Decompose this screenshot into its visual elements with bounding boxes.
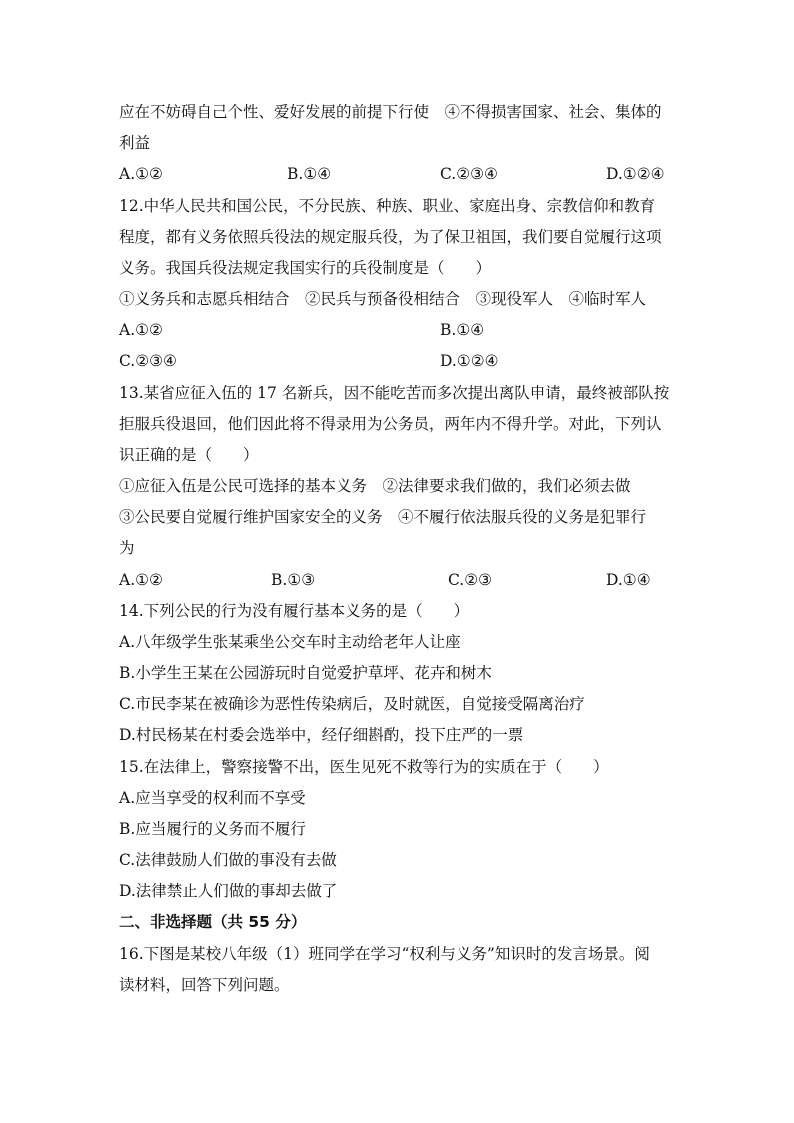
q12-option-c: C.②③④ <box>119 352 177 370</box>
q14-option-d: D.村民杨某在村委会选举中，经仔细斟酌，投下庄严的一票 <box>119 726 524 744</box>
q15-option-a: A.应当享受的权利而不享受 <box>119 789 306 807</box>
q11-option-c: C.②③④ <box>440 165 498 183</box>
q11-option-a: A.①② <box>119 165 163 183</box>
q11-line-2: 利益 <box>119 134 151 152</box>
q13-statements-line-1: ①应征入伍是公民可选择的基本义务 ②法律要求我们做的，我们必须去做 <box>119 477 631 495</box>
q12-stem-line-1: 12.中华人民共和国公民，不分民族、种族、职业、家庭出身、宗教信仰和教育 <box>119 197 656 215</box>
q13-statements-line-3: 为 <box>119 539 135 557</box>
q14-option-b: B.小学生王某在公园游玩时自觉爱护草坪、花卉和树木 <box>119 664 492 682</box>
q14-stem: 14.下列公民的行为没有履行基本义务的是（ ） <box>119 602 470 620</box>
q11-option-b: B.①④ <box>287 165 332 183</box>
q12-stem-line-3: 义务。我国兵役法规定我国实行的兵役制度是（ ） <box>119 259 492 277</box>
q13-option-c: C.②③ <box>448 571 493 589</box>
q11-option-d: D.①②④ <box>606 165 665 183</box>
q13-option-a: A.①② <box>119 571 163 589</box>
q16-stem-line-1: 16.下图是某校八年级（1）班同学在学习“权利与义务”知识时的发言场景。阅 <box>119 945 650 963</box>
q15-option-b: B.应当履行的义务而不履行 <box>119 820 306 838</box>
q13-stem-line-1: 13.某省应征入伍的 17 名新兵，因不能吃苦而多次提出离队申请，最终被部队按 <box>119 384 670 402</box>
q13-statements-line-2: ③公民要自觉履行维护国家安全的义务 ④不履行依法服兵役的义务是犯罪行 <box>119 508 647 526</box>
q11-line-1: 应在不妨碍自己个性、爱好发展的前提下行使 ④不得损害国家、社会、集体的 <box>119 103 662 121</box>
q12-stem-line-2: 程度，都有义务依照兵役法的规定服兵役，为了保卫祖国，我们要自觉履行这项 <box>119 228 662 246</box>
q14-option-c: C.市民李某在被确诊为恶性传染病后，及时就医，自觉接受隔离治疗 <box>119 695 585 713</box>
q15-option-c: C.法律鼓励人们做的事没有去做 <box>119 851 337 869</box>
q15-stem: 15.在法律上，警察接警不出，医生见死不救等行为的实质在于（ ） <box>119 758 609 776</box>
q12-option-d: D.①②④ <box>440 352 499 370</box>
section-heading-non-choice: 二、非选择题（共 55 分） <box>119 913 307 931</box>
q13-option-b: B.①③ <box>271 571 316 589</box>
q14-option-a: A.八年级学生张某乘坐公交车时主动给老年人让座 <box>119 633 461 651</box>
q12-option-a: A.①② <box>119 321 163 339</box>
q16-stem-line-2: 读材料，回答下列问题。 <box>119 976 290 994</box>
q13-stem-line-2: 拒服兵役退回，他们因此将不得录用为公务员，两年内不得升学。对此，下列认 <box>119 415 662 433</box>
q12-statements: ①义务兵和志愿兵相结合 ②民兵与预备役相结合 ③现役军人 ④临时军人 <box>119 290 647 308</box>
q13-stem-line-3: 识正确的是（ ） <box>119 446 259 464</box>
q15-option-d: D.法律禁止人们做的事却去做了 <box>119 882 338 900</box>
q13-option-d: D.①④ <box>606 571 651 589</box>
q12-option-b: B.①④ <box>440 321 485 339</box>
